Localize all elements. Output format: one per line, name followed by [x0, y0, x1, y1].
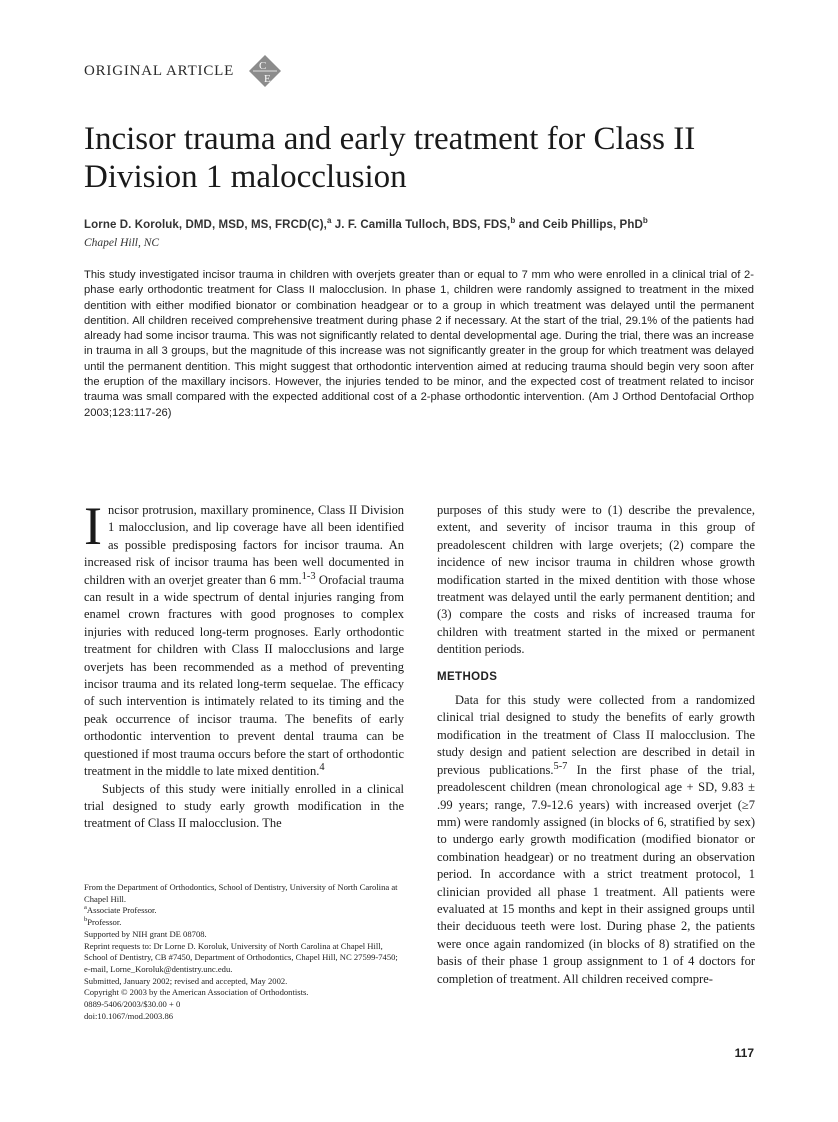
footnote-submitted: Submitted, January 2002; revised and accepted, May 2002.: [84, 975, 288, 986]
author-2: J. F. Camilla Tulloch, BDS, FDS,: [331, 219, 511, 231]
footnote-text: Associate Professor.: [86, 905, 157, 916]
purpose-paragraph: purposes of this study were to (1) describe the prevalence, extent, and severity of incisor trauma in this group of preadolescent children with large overjets; (2) compare the incidence of new incisor trauma in children whose growth modification started in the mixed dentition with those whose treatment was delayed until the early permanent dentition; and (3) compare the costs and risks of increased trauma for children with treatment started in the mixed or permanent dentition periods.: [437, 503, 755, 657]
methods-heading: METHODS: [437, 670, 498, 683]
methods-text-b: In the first phase of the trial, preadolescent children (mean chronological age + SD, 9.83 ± .99 years; range, 7.9-12.6 years) with increased overjet (≥7 mm) were randomly assigned (in blocks of 6, stratified by sex) to undergo early growth modification (modified bionator or combination headgear) or no treatment during an observation period. In accordance with a strict treatment protocol, 1 clinician provided all phase 1 treatment. All patients were evaluated at 15 months and kept in their assigned groups until their deciduous teeth were lost. During phase 2, the patients were once again randomized (in blocks of 8) stratified on the basis of their phase 1 group assignment to 1 of 4 doctors for completion of treatment. All children received compre-: [437, 762, 755, 986]
footnote-support: Supported by NIH grant DE 08708.: [84, 928, 207, 939]
footnote-mark: b: [84, 916, 88, 924]
author-1: Lorne D. Koroluk, DMD, MSD, MS, FRCD(C),: [84, 219, 327, 231]
left-column: [84, 496, 404, 833]
author-3: and Ceib Phillips, PhD: [515, 219, 643, 231]
footnote-professor: [84, 917, 406, 929]
intro-text-b: Orofacial trauma can result in a wide spectrum of dental injuries ranging from enamel crown fractures with good prognoses to complex injuries with reduced long-term prognoses. Early orthodontic treatment for children with Class II malocclusions and large overjets has been recommended as a method of preventing incisor trauma and its related long-term sequelae. The efficacy of such intervention is intimately related to its timing and the peak occurrence of incisor trauma. The benefits of early orthodontic intervention to prevent dental trauma can be questioned if most trauma occurs before the start of orthodontic treatment in the middle to late mixed dentition.: [84, 572, 404, 779]
footnotes: [84, 882, 406, 1022]
footnote-department: From the Department of Orthodontics, School of Dentistry, University of North Carolina at Chapel Hill.: [84, 882, 398, 904]
footnote-text: Professor.: [87, 917, 122, 928]
logo-letter-c: C: [259, 60, 267, 72]
footnote-doi: doi:10.1067/mod.2003.86: [84, 1010, 174, 1021]
footnote-mark: a: [84, 904, 87, 912]
citation-ref: 5-7: [553, 760, 568, 772]
page-number: 117: [734, 1046, 754, 1060]
article-header: [84, 54, 282, 88]
author-list: [84, 216, 764, 231]
citation-ref: 1-3: [301, 570, 316, 582]
author-3-affiliation: b: [642, 216, 648, 226]
article-type-label: ORIGINAL ARTICLE: [84, 62, 235, 79]
intro-paragraph-2: Subjects of this study were initially enrolled in a clinical trial designed to study early growth modification in the treatment of Class II malocclusion. The: [84, 781, 404, 831]
methods-paragraph: [437, 692, 755, 988]
methods-text-a: Data for this study were collected from a randomized clinical trial designed to study the benefits of early growth modification in the treatment of Class II malocclusion. The study design and patient selection are described in detail in previous publications.: [437, 693, 755, 777]
author-2-affiliation: b: [510, 216, 516, 226]
right-column: [437, 502, 755, 988]
article-title: Incisor trauma and early treatment for Class II Division 1 malocclusion: [84, 121, 696, 195]
author-location: Chapel Hill, NC: [84, 237, 160, 249]
author-1-affiliation: a: [326, 216, 332, 226]
citation-ref: 4: [319, 761, 325, 773]
footnote-reprint: Reprint requests to: Dr Lorne D. Koroluk, University of North Carolina at Chapel Hill, School of Dentistry, CB #7450, Department of Orthodontics, Chapel Hill, NC 27599-7450; e-mail, Lorne_Koroluk@dentistry.unc.edu.: [84, 940, 398, 974]
drop-cap: I: [84, 496, 102, 556]
intro-paragraph-1: [84, 496, 404, 781]
logo-letter-e: E: [264, 73, 271, 85]
footnote-copyright: Copyright © 2003 by the American Association of Orthodontists.: [84, 987, 309, 998]
intro-text-a: ncisor protrusion, maxillary prominence, Class II Division 1 malocclusion, and lip coverage have all been identified as possible predisposing factors for incisor trauma. An increased risk of incisor trauma has been well documented in children with an overjet greater than 6 mm.: [84, 503, 404, 587]
footnote-associate: [84, 905, 406, 917]
abstract: This study investigated incisor trauma in children with overjets greater than or equal to 7 mm who were enrolled in a clinical trial of 2-phase early orthodontic treatment for Class II malocclusion. In phase 1, children were randomly assigned to treatment in the mixed dentition with either modified bionator or combination headgear or to a group in which treatment was delayed until the permanent dentition. All children received comprehensive treatment during phase 2 if necessary. At the start of the trial, 29.1% of the patients had already had some incisor trauma. This was not significantly related to dental developmental age. During the trial, there was an increase in trauma in all 3 groups, but the magnitude of this increase was not significantly greater in the group for which treatment was delayed until the permanent dentition. This might suggest that orthodontic intervention aimed at reducing trauma should begin very soon after the eruption of the maxillary incisors. However, the injuries tended to be minor, and the expected cost of treatment related to incisor trauma was small compared with the expected additional cost of a 2-phase orthodontic intervention. (Am J Orthod Dentofacial Orthop 2003;123:117-26): [84, 269, 754, 419]
footnote-issn: 0889-5406/2003/$30.00 + 0: [84, 999, 181, 1010]
ce-logo-icon: [248, 54, 282, 88]
